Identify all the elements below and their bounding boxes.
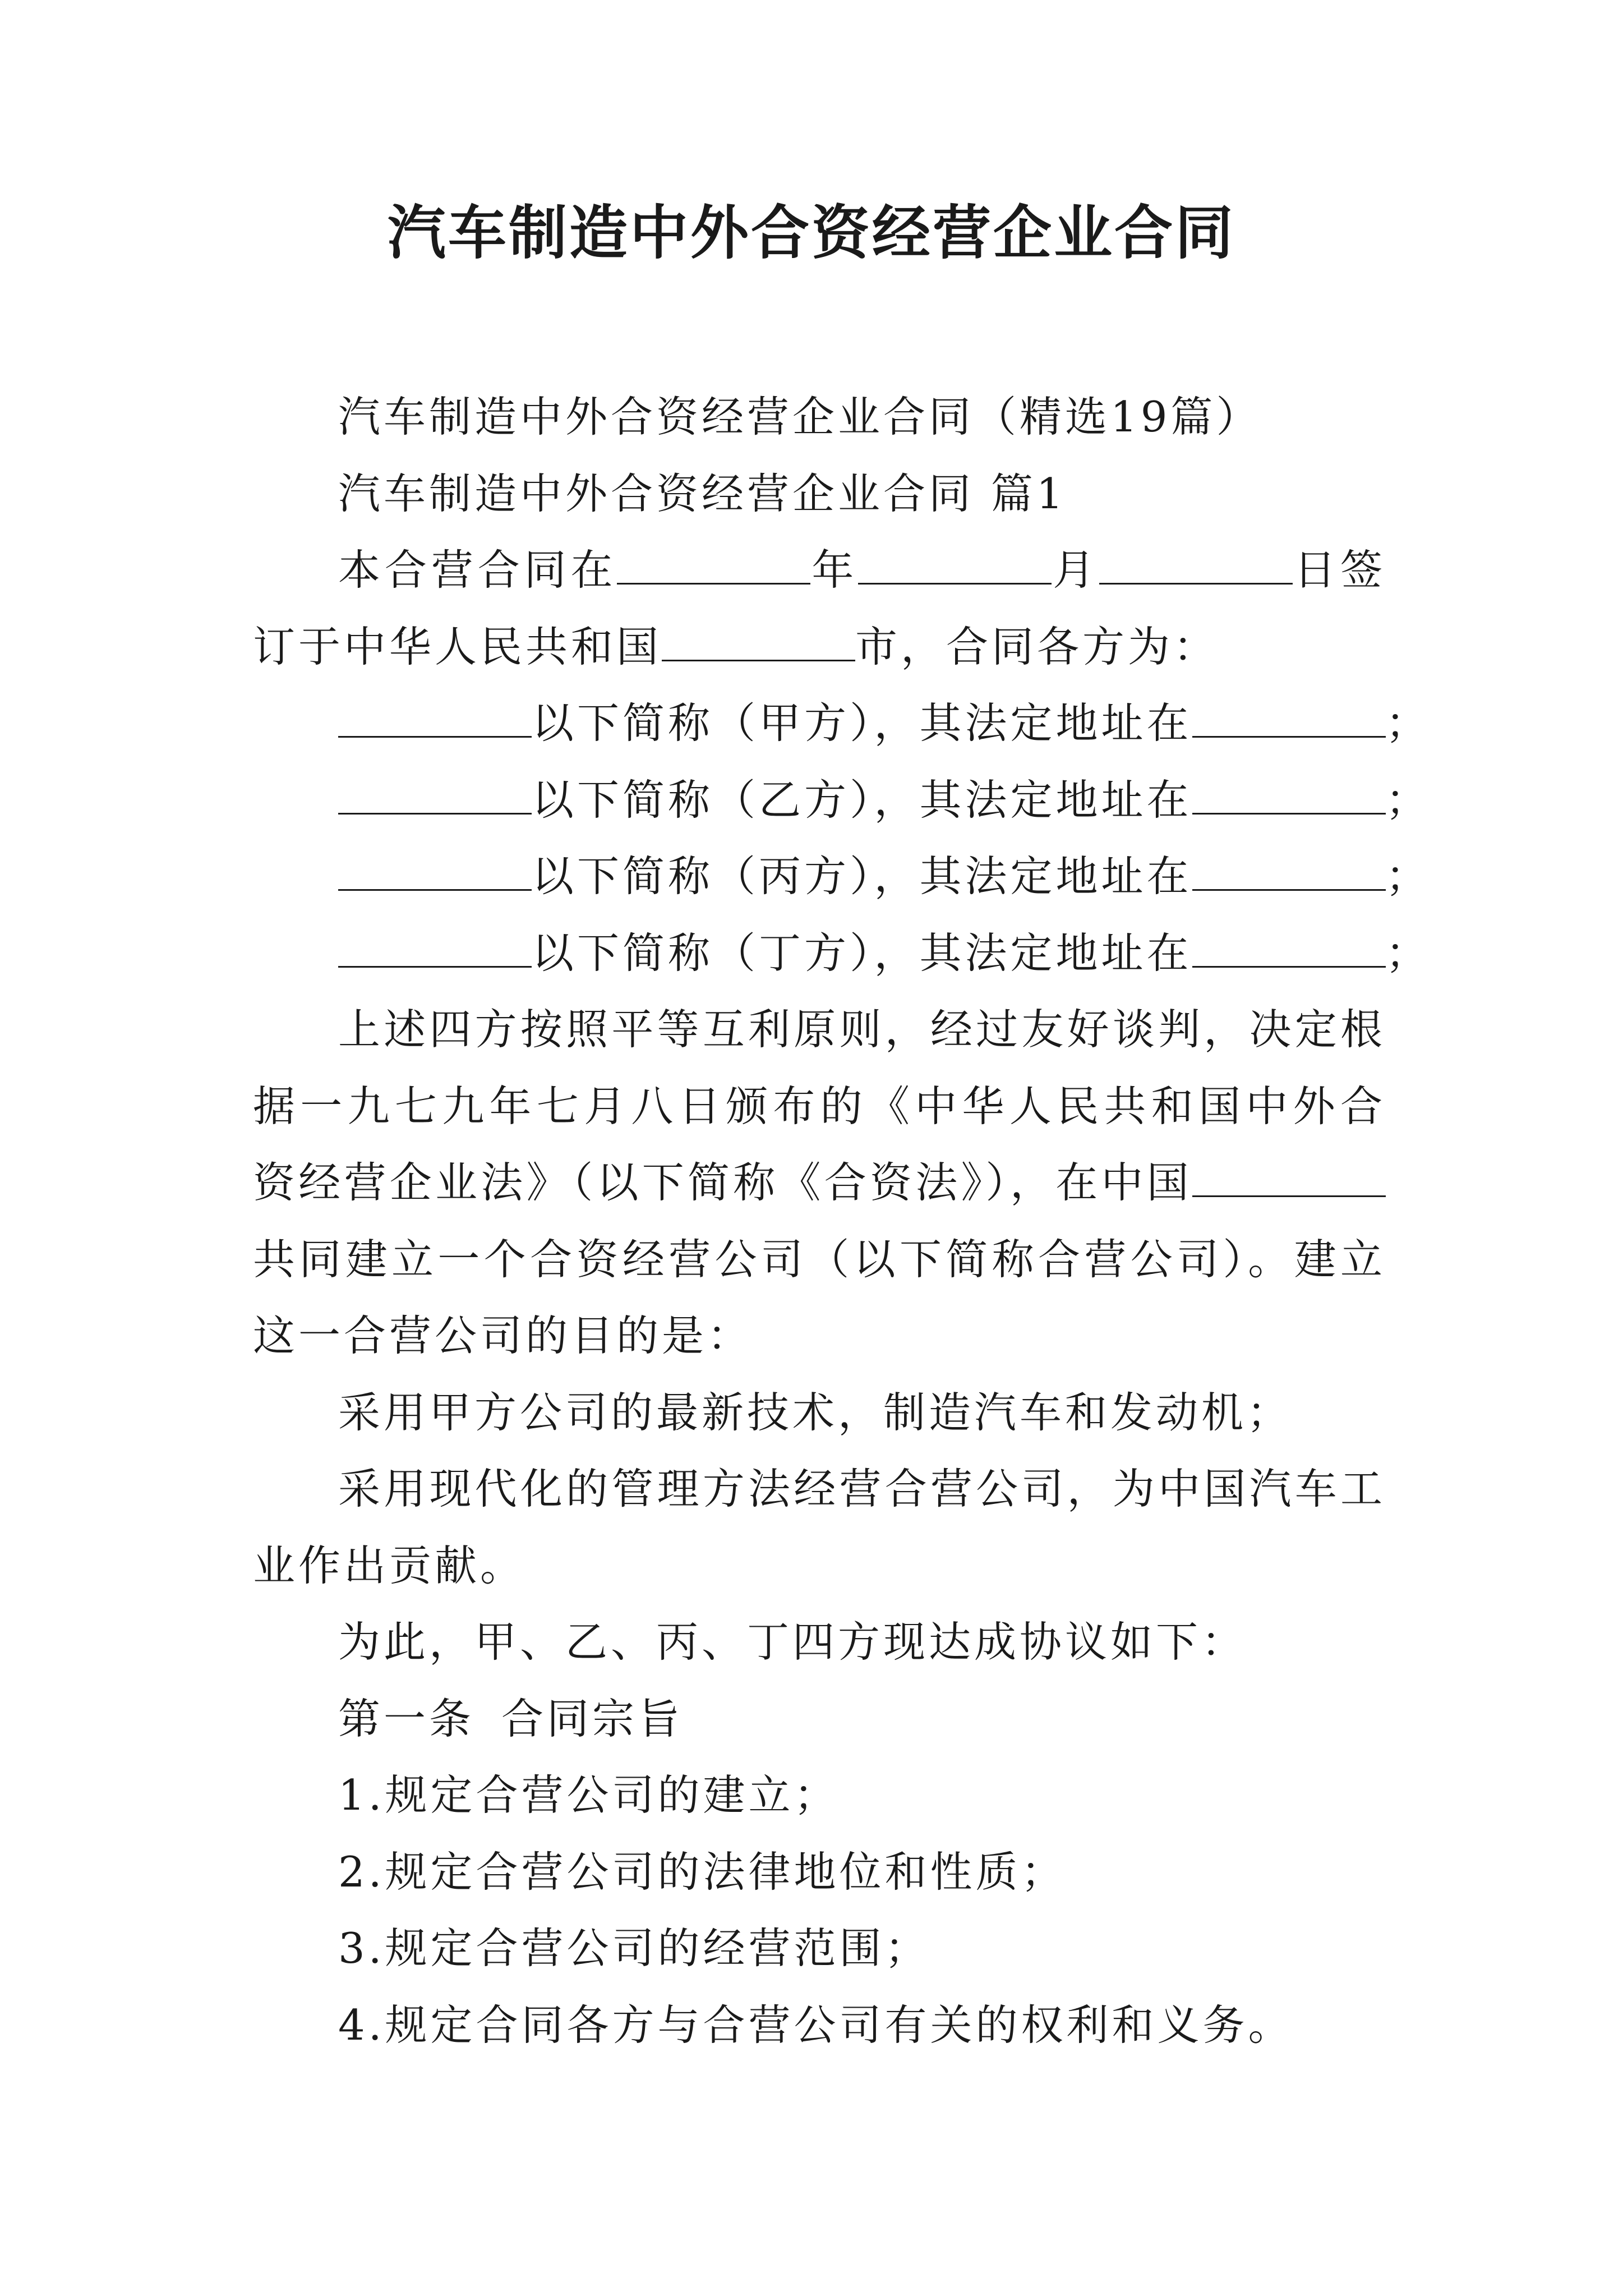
blank-field-party-address: [1192, 854, 1386, 891]
blank-field-party-name: [338, 778, 532, 815]
party-end: ；: [1385, 698, 1431, 748]
blank-field-party-name: [338, 701, 532, 738]
party-line: [253, 762, 1431, 839]
aim-paragraph: 采用现代化的管理方法经营合营公司，为中国汽车工业作出贡献。: [253, 1464, 1386, 1590]
blank-field-party-name: [338, 854, 532, 891]
aim-paragraph: 采用甲方公司的最新技术，制造汽车和发动机；: [338, 1387, 1293, 1437]
party-end: ；: [1385, 928, 1431, 978]
purpose-text-2: 共同建立一个合资经营公司（以下简称合营公司）。建立这一合营公司的目的是：: [253, 1234, 1386, 1360]
document-title: 汽车制造中外合资经营企业合同: [387, 198, 1235, 267]
blank-field-year: [617, 548, 810, 585]
party-line: [253, 838, 1431, 915]
section-heading: 汽车制造中外合资经营企业合同 篇1: [338, 468, 1067, 518]
article-heading: [253, 1681, 1386, 1757]
article-item: 1.规定合营公司的建立；: [338, 1770, 840, 1820]
subtitle: 汽车制造中外合资经营企业合同（精选19篇）: [338, 392, 1262, 441]
intro-text-6: 市，合同各方为：: [855, 622, 1219, 671]
party-line: [253, 685, 1431, 762]
party-text: 以下简称（丁方），其法定地址在: [532, 928, 1192, 978]
purpose-paragraph: [253, 991, 1386, 1374]
article-item: 2.规定合营公司的法律地位和性质；: [338, 1847, 1067, 1897]
intro-text-4: 日签: [1293, 545, 1386, 595]
intro-paragraph: [253, 532, 1386, 685]
party-text: 以下简称（甲方），其法定地址在: [532, 698, 1192, 748]
intro-text-3: 月: [1052, 545, 1100, 595]
party-text: 以下简称（乙方），其法定地址在: [532, 775, 1192, 825]
blank-field-party-address: [1192, 931, 1386, 968]
purpose-text-1: 上述四方按照平等互利原则，经过友好谈判，决定根据一九七九年七月八日颁布的《中华人民共和国中外合资经营企业法》（以下简称《合资法》），在中国: [253, 1005, 1386, 1207]
blank-field-city: [662, 625, 855, 661]
blank-field-party-address: [1192, 701, 1386, 738]
party-line: [253, 915, 1431, 992]
blank-field-party-name: [338, 931, 532, 968]
intro-text-1: 本合营合同在: [338, 545, 617, 595]
article-item: 4.规定合同各方与合营公司有关的权利和义务。: [338, 2000, 1294, 2050]
article-title: 合同宗旨: [501, 1694, 684, 1743]
document-body: [253, 379, 1431, 2063]
party-end: ；: [1385, 775, 1431, 825]
blank-field-month: [858, 548, 1052, 585]
blank-field-location: [1192, 1161, 1386, 1197]
party-end: ；: [1385, 852, 1431, 901]
article-item: 3.规定合营公司的经营范围；: [338, 1924, 930, 1973]
party-text: 以下简称（丙方），其法定地址在: [532, 852, 1192, 901]
agreement-paragraph: 为此，甲、乙、丙、丁四方现达成协议如下：: [338, 1617, 1247, 1667]
blank-field-day: [1099, 548, 1293, 585]
intro-text-2: 年: [810, 545, 859, 595]
intro-text-5: 订于中华人民共和国: [253, 622, 662, 671]
article-number: 第一条: [338, 1694, 475, 1743]
blank-field-party-address: [1192, 778, 1386, 815]
